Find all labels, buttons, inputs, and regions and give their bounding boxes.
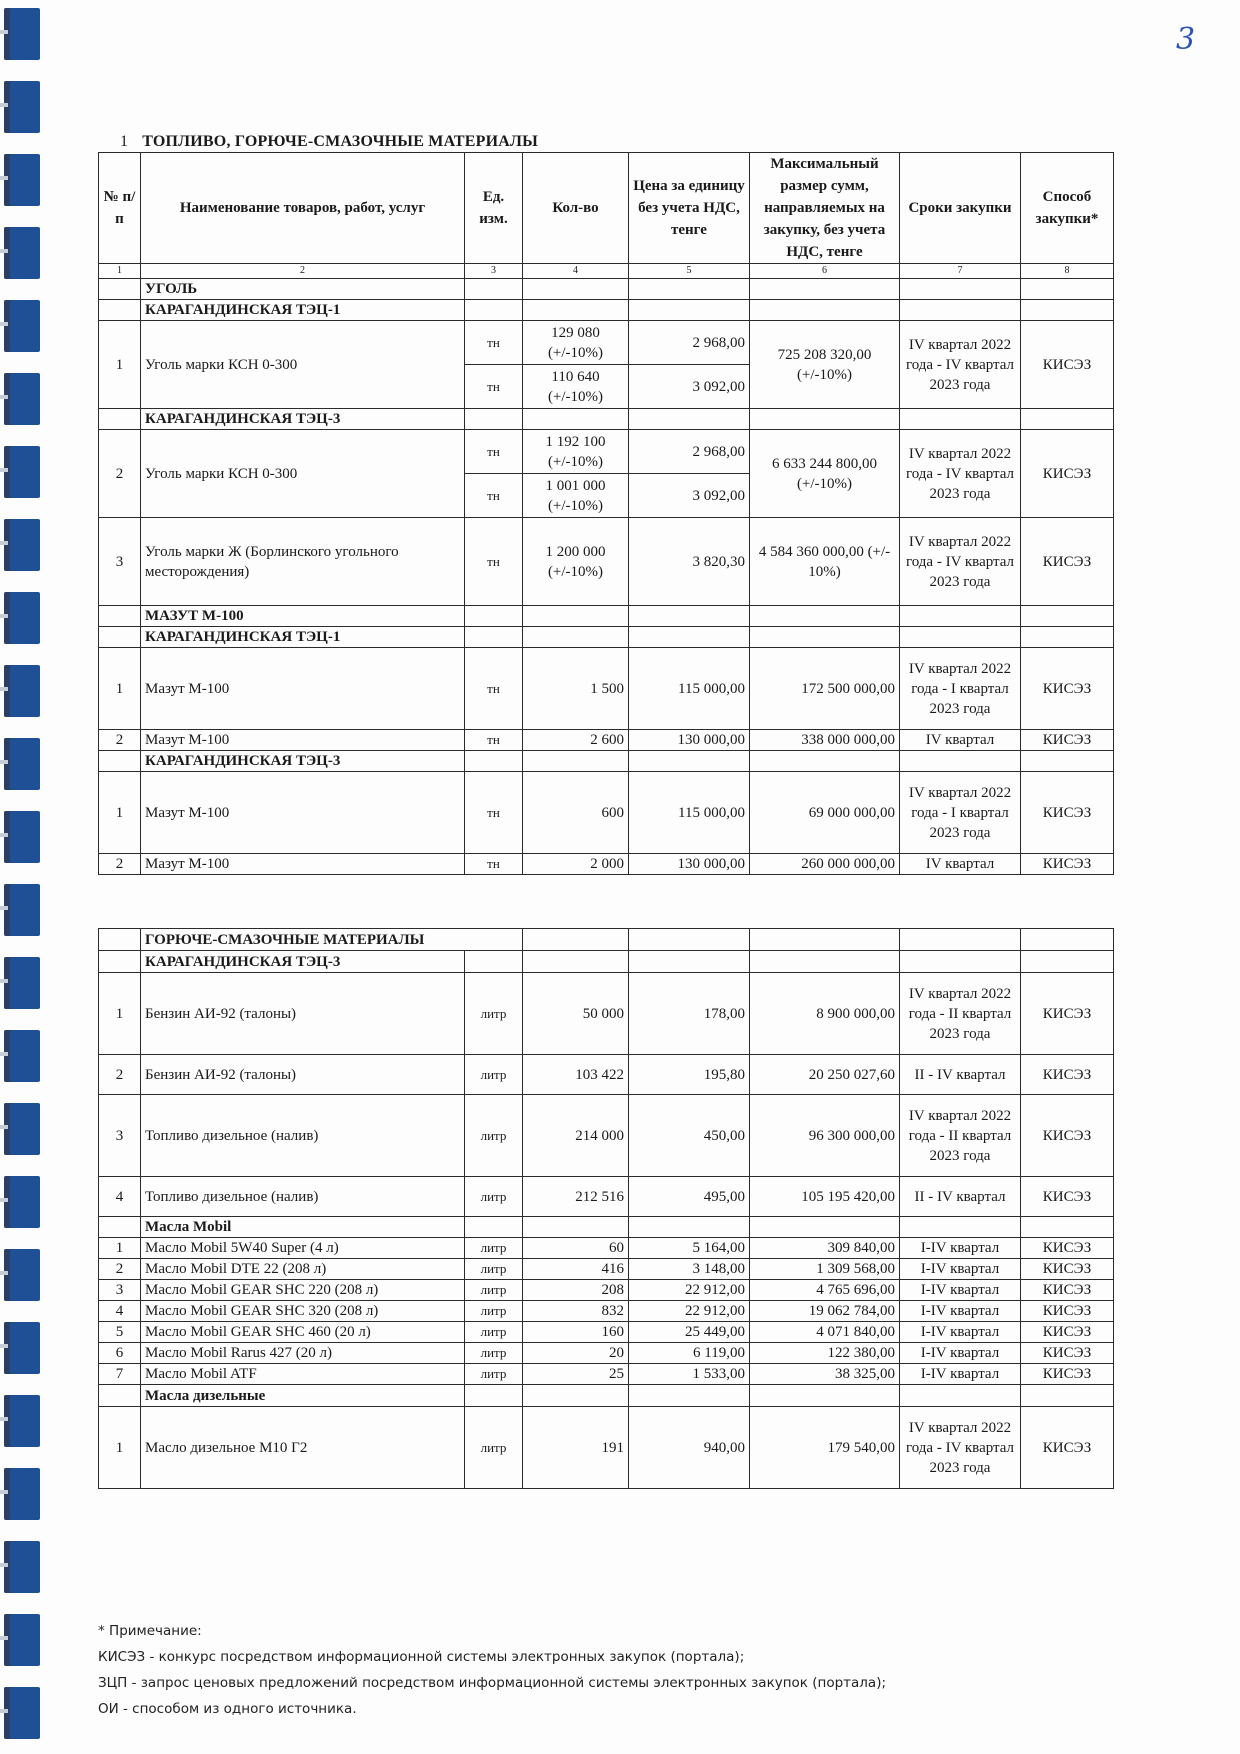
item-price: 2 968,00 bbox=[629, 430, 750, 474]
col-number: 2 bbox=[141, 264, 465, 279]
binding-ring bbox=[4, 665, 40, 717]
group-row-diesel-oils bbox=[99, 1385, 1114, 1407]
row-number: 1 bbox=[99, 772, 141, 854]
spiral-binding bbox=[0, 0, 50, 1754]
item-term: IV квартал bbox=[900, 730, 1021, 751]
binding-ring bbox=[4, 227, 40, 279]
item-name: Мазут М-100 bbox=[141, 772, 465, 854]
table-row bbox=[99, 518, 1114, 606]
item-method: КИСЭЗ bbox=[1021, 648, 1114, 730]
item-name: Мазут М-100 bbox=[141, 648, 465, 730]
binding-ring bbox=[4, 1322, 40, 1374]
item-method: КИСЭЗ bbox=[1021, 1364, 1114, 1385]
item-unit: литр bbox=[465, 1407, 523, 1489]
section-number: 1 bbox=[120, 133, 129, 150]
row-number: 1 bbox=[99, 1407, 141, 1489]
item-term: I-IV квартал bbox=[900, 1259, 1021, 1280]
item-unit: литр bbox=[465, 1343, 523, 1364]
item-max-sum: 4 765 696,00 bbox=[750, 1280, 900, 1301]
item-method: КИСЭЗ bbox=[1021, 321, 1114, 409]
item-term: IV квартал 2022 года - I квартал 2023 года bbox=[900, 772, 1021, 854]
binding-ring bbox=[4, 1541, 40, 1593]
subgroup-row-tec1 bbox=[99, 300, 1114, 321]
item-qty: 60 bbox=[523, 1238, 629, 1259]
subgroup-row-mazut-tec3 bbox=[99, 751, 1114, 772]
row-number: 1 bbox=[99, 1238, 141, 1259]
item-method: КИСЭЗ bbox=[1021, 518, 1114, 606]
item-name: Масло Mobil 5W40 Super (4 л) bbox=[141, 1238, 465, 1259]
item-term: IV квартал 2022 года - I квартал 2023 года bbox=[900, 648, 1021, 730]
footnote-title: * Примечание: bbox=[98, 1623, 202, 1639]
table-row bbox=[99, 1177, 1114, 1217]
footnote-line: ЗЦП - запрос ценовых предложений посредством информационной системы электронных закупок (портала); bbox=[98, 1675, 887, 1691]
row-number: 1 bbox=[99, 973, 141, 1055]
binding-ring bbox=[4, 300, 40, 352]
item-price: 450,00 bbox=[629, 1095, 750, 1177]
item-term: I-IV квартал bbox=[900, 1301, 1021, 1322]
item-method: КИСЭЗ bbox=[1021, 854, 1114, 875]
column-number-row bbox=[99, 264, 1114, 279]
group-row-mazut bbox=[99, 606, 1114, 627]
item-price: 1 533,00 bbox=[629, 1364, 750, 1385]
item-unit: тн bbox=[465, 321, 523, 365]
binding-ring bbox=[4, 1176, 40, 1228]
binding-ring bbox=[4, 1614, 40, 1666]
col-number: 5 bbox=[629, 264, 750, 279]
item-term: IV квартал 2022 года - IV квартал 2023 года bbox=[900, 430, 1021, 518]
row-number: 4 bbox=[99, 1301, 141, 1322]
binding-ring bbox=[4, 1395, 40, 1447]
item-qty: 160 bbox=[523, 1322, 629, 1343]
item-unit: литр bbox=[465, 1259, 523, 1280]
item-max-sum: 4 071 840,00 bbox=[750, 1322, 900, 1343]
binding-ring bbox=[4, 373, 40, 425]
item-price: 6 119,00 bbox=[629, 1343, 750, 1364]
item-price: 22 912,00 bbox=[629, 1301, 750, 1322]
binding-ring bbox=[4, 957, 40, 1009]
col-header-method: Способ закупки* bbox=[1021, 153, 1114, 264]
item-name: Масло Mobil ATF bbox=[141, 1364, 465, 1385]
item-name: Масло Mobil GEAR SHC 460 (20 л) bbox=[141, 1322, 465, 1343]
item-unit: литр bbox=[465, 1301, 523, 1322]
group-title: ГОРЮЧЕ-СМАЗОЧНЫЕ МАТЕРИАЛЫ bbox=[141, 929, 523, 951]
group-title: Масла дизельные bbox=[141, 1385, 465, 1407]
item-unit: литр bbox=[465, 1095, 523, 1177]
item-method: КИСЭЗ bbox=[1021, 1301, 1114, 1322]
item-term: I-IV квартал bbox=[900, 1343, 1021, 1364]
item-name: Бензин АИ-92 (талоны) bbox=[141, 1055, 465, 1095]
item-term: IV квартал bbox=[900, 854, 1021, 875]
table-row bbox=[99, 854, 1114, 875]
item-qty: 20 bbox=[523, 1343, 629, 1364]
item-qty: 1 192 100 (+/-10%) bbox=[523, 430, 629, 474]
item-method: КИСЭЗ bbox=[1021, 772, 1114, 854]
item-unit: тн bbox=[465, 772, 523, 854]
subgroup-title: КАРАГАНДИНСКАЯ ТЭЦ-1 bbox=[141, 300, 465, 321]
item-qty: 416 bbox=[523, 1259, 629, 1280]
col-header-name: Наименование товаров, работ, услуг bbox=[141, 153, 465, 264]
item-method: КИСЭЗ bbox=[1021, 1095, 1114, 1177]
item-max-sum: 96 300 000,00 bbox=[750, 1095, 900, 1177]
item-name: Масло Mobil DTE 22 (208 л) bbox=[141, 1259, 465, 1280]
row-number: 1 bbox=[99, 648, 141, 730]
item-price: 3 092,00 bbox=[629, 365, 750, 409]
item-qty: 110 640 (+/-10%) bbox=[523, 365, 629, 409]
item-price: 130 000,00 bbox=[629, 854, 750, 875]
item-unit: литр bbox=[465, 1177, 523, 1217]
col-number: 3 bbox=[465, 264, 523, 279]
item-max-sum: 6 633 244 800,00 (+/-10%) bbox=[750, 430, 900, 518]
item-qty: 50 000 bbox=[523, 973, 629, 1055]
item-max-sum: 338 000 000,00 bbox=[750, 730, 900, 751]
footnote-line: КИСЭЗ - конкурс посредством информационной системы электронных закупок (портала); bbox=[98, 1649, 745, 1665]
group-row-gsm bbox=[99, 929, 1114, 951]
item-method: КИСЭЗ bbox=[1021, 1280, 1114, 1301]
item-max-sum: 38 325,00 bbox=[750, 1364, 900, 1385]
item-qty: 600 bbox=[523, 772, 629, 854]
binding-ring bbox=[4, 811, 40, 863]
item-qty: 208 bbox=[523, 1280, 629, 1301]
item-qty: 2 600 bbox=[523, 730, 629, 751]
row-number: 7 bbox=[99, 1364, 141, 1385]
item-qty: 1 200 000 (+/-10%) bbox=[523, 518, 629, 606]
item-name: Мазут М-100 bbox=[141, 730, 465, 751]
item-qty: 103 422 bbox=[523, 1055, 629, 1095]
row-number: 3 bbox=[99, 1280, 141, 1301]
item-term: IV квартал 2022 года - II квартал 2023 года bbox=[900, 973, 1021, 1055]
item-method: КИСЭЗ bbox=[1021, 1322, 1114, 1343]
item-price: 115 000,00 bbox=[629, 648, 750, 730]
col-header-price: Цена за единицу без учета НДС, тенге bbox=[629, 153, 750, 264]
subgroup-title: КАРАГАНДИНСКАЯ ТЭЦ-3 bbox=[141, 409, 465, 430]
item-max-sum: 122 380,00 bbox=[750, 1343, 900, 1364]
table-row bbox=[99, 1095, 1114, 1177]
item-method: КИСЭЗ bbox=[1021, 730, 1114, 751]
item-price: 195,80 bbox=[629, 1055, 750, 1095]
subgroup-title: КАРАГАНДИНСКАЯ ТЭЦ-3 bbox=[141, 951, 465, 973]
item-max-sum: 179 540,00 bbox=[750, 1407, 900, 1489]
subgroup-title: КАРАГАНДИНСКАЯ ТЭЦ-1 bbox=[141, 627, 465, 648]
row-number: 3 bbox=[99, 518, 141, 606]
item-unit: тн bbox=[465, 854, 523, 875]
binding-ring bbox=[4, 738, 40, 790]
col-number: 4 bbox=[523, 264, 629, 279]
item-unit: тн bbox=[465, 365, 523, 409]
item-name: Топливо дизельное (налив) bbox=[141, 1177, 465, 1217]
row-number: 1 bbox=[99, 321, 141, 409]
item-name: Масло Mobil Rarus 427 (20 л) bbox=[141, 1343, 465, 1364]
table-row bbox=[99, 772, 1114, 854]
item-method: КИСЭЗ bbox=[1021, 1407, 1114, 1489]
item-unit: литр bbox=[465, 1055, 523, 1095]
item-qty: 191 bbox=[523, 1407, 629, 1489]
item-unit: литр bbox=[465, 1364, 523, 1385]
binding-ring bbox=[4, 81, 40, 133]
binding-ring bbox=[4, 1468, 40, 1520]
item-price: 5 164,00 bbox=[629, 1238, 750, 1259]
item-unit: тн bbox=[465, 730, 523, 751]
row-number: 2 bbox=[99, 730, 141, 751]
item-qty: 1 500 bbox=[523, 648, 629, 730]
table-row bbox=[99, 1238, 1114, 1259]
item-qty: 212 516 bbox=[523, 1177, 629, 1217]
item-price: 25 449,00 bbox=[629, 1322, 750, 1343]
item-price: 22 912,00 bbox=[629, 1280, 750, 1301]
item-unit: литр bbox=[465, 973, 523, 1055]
item-term: IV квартал 2022 года - IV квартал 2023 года bbox=[900, 321, 1021, 409]
section-title-text: ТОПЛИВО, ГОРЮЧЕ-СМАЗОЧНЫЕ МАТЕРИАЛЫ bbox=[142, 133, 539, 150]
subgroup-title: КАРАГАНДИНСКАЯ ТЭЦ-3 bbox=[141, 751, 465, 772]
subgroup-row-tec3 bbox=[99, 951, 1114, 973]
group-title: Масла Mobil bbox=[141, 1217, 465, 1238]
col-header-number: № п/п bbox=[99, 153, 141, 264]
item-max-sum: 19 062 784,00 bbox=[750, 1301, 900, 1322]
subgroup-row-mazut-tec1 bbox=[99, 627, 1114, 648]
item-method: КИСЭЗ bbox=[1021, 1343, 1114, 1364]
item-price: 3 820,30 bbox=[629, 518, 750, 606]
item-term: IV квартал 2022 года - IV квартал 2023 года bbox=[900, 518, 1021, 606]
subgroup-row-tec3 bbox=[99, 409, 1114, 430]
item-name: Топливо дизельное (налив) bbox=[141, 1095, 465, 1177]
item-price: 3 148,00 bbox=[629, 1259, 750, 1280]
procurement-table-lubricants bbox=[98, 928, 1114, 1489]
item-name: Масло Mobil GEAR SHC 320 (208 л) bbox=[141, 1301, 465, 1322]
table-row bbox=[99, 1301, 1114, 1322]
item-max-sum: 725 208 320,00 (+/-10%) bbox=[750, 321, 900, 409]
item-unit: тн bbox=[465, 648, 523, 730]
item-max-sum: 1 309 568,00 bbox=[750, 1259, 900, 1280]
table-row bbox=[99, 321, 1114, 365]
table-row bbox=[99, 973, 1114, 1055]
row-number: 2 bbox=[99, 430, 141, 518]
table-row bbox=[99, 730, 1114, 751]
footnote-line: ОИ - способом из одного источника. bbox=[98, 1701, 357, 1717]
item-max-sum: 20 250 027,60 bbox=[750, 1055, 900, 1095]
item-unit: литр bbox=[465, 1322, 523, 1343]
binding-ring bbox=[4, 154, 40, 206]
table-row bbox=[99, 430, 1114, 474]
item-method: КИСЭЗ bbox=[1021, 973, 1114, 1055]
col-number: 7 bbox=[900, 264, 1021, 279]
group-row-coal bbox=[99, 279, 1114, 300]
row-number: 2 bbox=[99, 854, 141, 875]
item-term: I-IV квартал bbox=[900, 1238, 1021, 1259]
table-row bbox=[99, 1322, 1114, 1343]
item-unit: тн bbox=[465, 430, 523, 474]
item-price: 2 968,00 bbox=[629, 321, 750, 365]
row-number: 5 bbox=[99, 1322, 141, 1343]
col-header-term: Сроки закупки bbox=[900, 153, 1021, 264]
table-row bbox=[99, 1280, 1114, 1301]
table-header-row bbox=[99, 153, 1114, 264]
binding-ring bbox=[4, 1249, 40, 1301]
item-term: II - IV квартал bbox=[900, 1055, 1021, 1095]
item-qty: 1 001 000 (+/-10%) bbox=[523, 474, 629, 518]
col-header-max-sum: Максимальный размер сумм, направляемых на закупку, без учета НДС, тенге bbox=[750, 153, 900, 264]
item-method: КИСЭЗ bbox=[1021, 1177, 1114, 1217]
binding-ring bbox=[4, 1687, 40, 1739]
table-row bbox=[99, 1055, 1114, 1095]
row-number: 3 bbox=[99, 1095, 141, 1177]
item-price: 115 000,00 bbox=[629, 772, 750, 854]
item-qty: 129 080 (+/-10%) bbox=[523, 321, 629, 365]
item-method: КИСЭЗ bbox=[1021, 430, 1114, 518]
item-max-sum: 172 500 000,00 bbox=[750, 648, 900, 730]
table-row bbox=[99, 1343, 1114, 1364]
item-name: Уголь марки Ж (Борлинского угольного месторождения) bbox=[141, 518, 465, 606]
row-number: 2 bbox=[99, 1055, 141, 1095]
col-number: 1 bbox=[99, 264, 141, 279]
item-name: Бензин АИ-92 (талоны) bbox=[141, 973, 465, 1055]
section-title bbox=[120, 133, 538, 151]
item-name: Масло дизельное М10 Г2 bbox=[141, 1407, 465, 1489]
binding-ring bbox=[4, 884, 40, 936]
binding-ring bbox=[4, 592, 40, 644]
item-max-sum: 4 584 360 000,00 (+/- 10%) bbox=[750, 518, 900, 606]
binding-ring bbox=[4, 1030, 40, 1082]
item-method: КИСЭЗ bbox=[1021, 1259, 1114, 1280]
item-qty: 832 bbox=[523, 1301, 629, 1322]
page-number: 3 bbox=[1176, 22, 1196, 57]
item-name: Масло Mobil GEAR SHC 220 (208 л) bbox=[141, 1280, 465, 1301]
group-row-mobil bbox=[99, 1217, 1114, 1238]
item-max-sum: 260 000 000,00 bbox=[750, 854, 900, 875]
item-term: IV квартал 2022 года - II квартал 2023 года bbox=[900, 1095, 1021, 1177]
item-max-sum: 309 840,00 bbox=[750, 1238, 900, 1259]
item-max-sum: 105 195 420,00 bbox=[750, 1177, 900, 1217]
row-number: 6 bbox=[99, 1343, 141, 1364]
item-term: I-IV квартал bbox=[900, 1280, 1021, 1301]
item-max-sum: 8 900 000,00 bbox=[750, 973, 900, 1055]
item-qty: 25 bbox=[523, 1364, 629, 1385]
item-price: 940,00 bbox=[629, 1407, 750, 1489]
table-row bbox=[99, 1364, 1114, 1385]
item-unit: тн bbox=[465, 518, 523, 606]
col-number: 6 bbox=[750, 264, 900, 279]
item-qty: 214 000 bbox=[523, 1095, 629, 1177]
item-price: 3 092,00 bbox=[629, 474, 750, 518]
item-method: КИСЭЗ bbox=[1021, 1238, 1114, 1259]
table-row bbox=[99, 1407, 1114, 1489]
table-row bbox=[99, 1259, 1114, 1280]
item-term: I-IV квартал bbox=[900, 1364, 1021, 1385]
row-number: 4 bbox=[99, 1177, 141, 1217]
procurement-table-fuel bbox=[98, 152, 1114, 875]
item-name: Уголь марки КСН 0-300 bbox=[141, 430, 465, 518]
item-qty: 2 000 bbox=[523, 854, 629, 875]
item-price: 130 000,00 bbox=[629, 730, 750, 751]
table-row bbox=[99, 648, 1114, 730]
binding-ring bbox=[4, 446, 40, 498]
item-term: II - IV квартал bbox=[900, 1177, 1021, 1217]
item-term: I-IV квартал bbox=[900, 1322, 1021, 1343]
item-unit: литр bbox=[465, 1238, 523, 1259]
footnote bbox=[98, 1618, 886, 1722]
binding-ring bbox=[4, 8, 40, 60]
group-title: МАЗУТ М-100 bbox=[141, 606, 465, 627]
item-max-sum: 69 000 000,00 bbox=[750, 772, 900, 854]
item-name: Мазут М-100 bbox=[141, 854, 465, 875]
item-price: 495,00 bbox=[629, 1177, 750, 1217]
binding-ring bbox=[4, 519, 40, 571]
group-title: УГОЛЬ bbox=[141, 279, 465, 300]
item-price: 178,00 bbox=[629, 973, 750, 1055]
item-unit: литр bbox=[465, 1280, 523, 1301]
item-name: Уголь марки КСН 0-300 bbox=[141, 321, 465, 409]
col-header-unit: Ед. изм. bbox=[465, 153, 523, 264]
col-header-qty: Кол-во bbox=[523, 153, 629, 264]
binding-ring bbox=[4, 1103, 40, 1155]
col-number: 8 bbox=[1021, 264, 1114, 279]
item-method: КИСЭЗ bbox=[1021, 1055, 1114, 1095]
item-term: IV квартал 2022 года - IV квартал 2023 года bbox=[900, 1407, 1021, 1489]
item-unit: тн bbox=[465, 474, 523, 518]
row-number: 2 bbox=[99, 1259, 141, 1280]
